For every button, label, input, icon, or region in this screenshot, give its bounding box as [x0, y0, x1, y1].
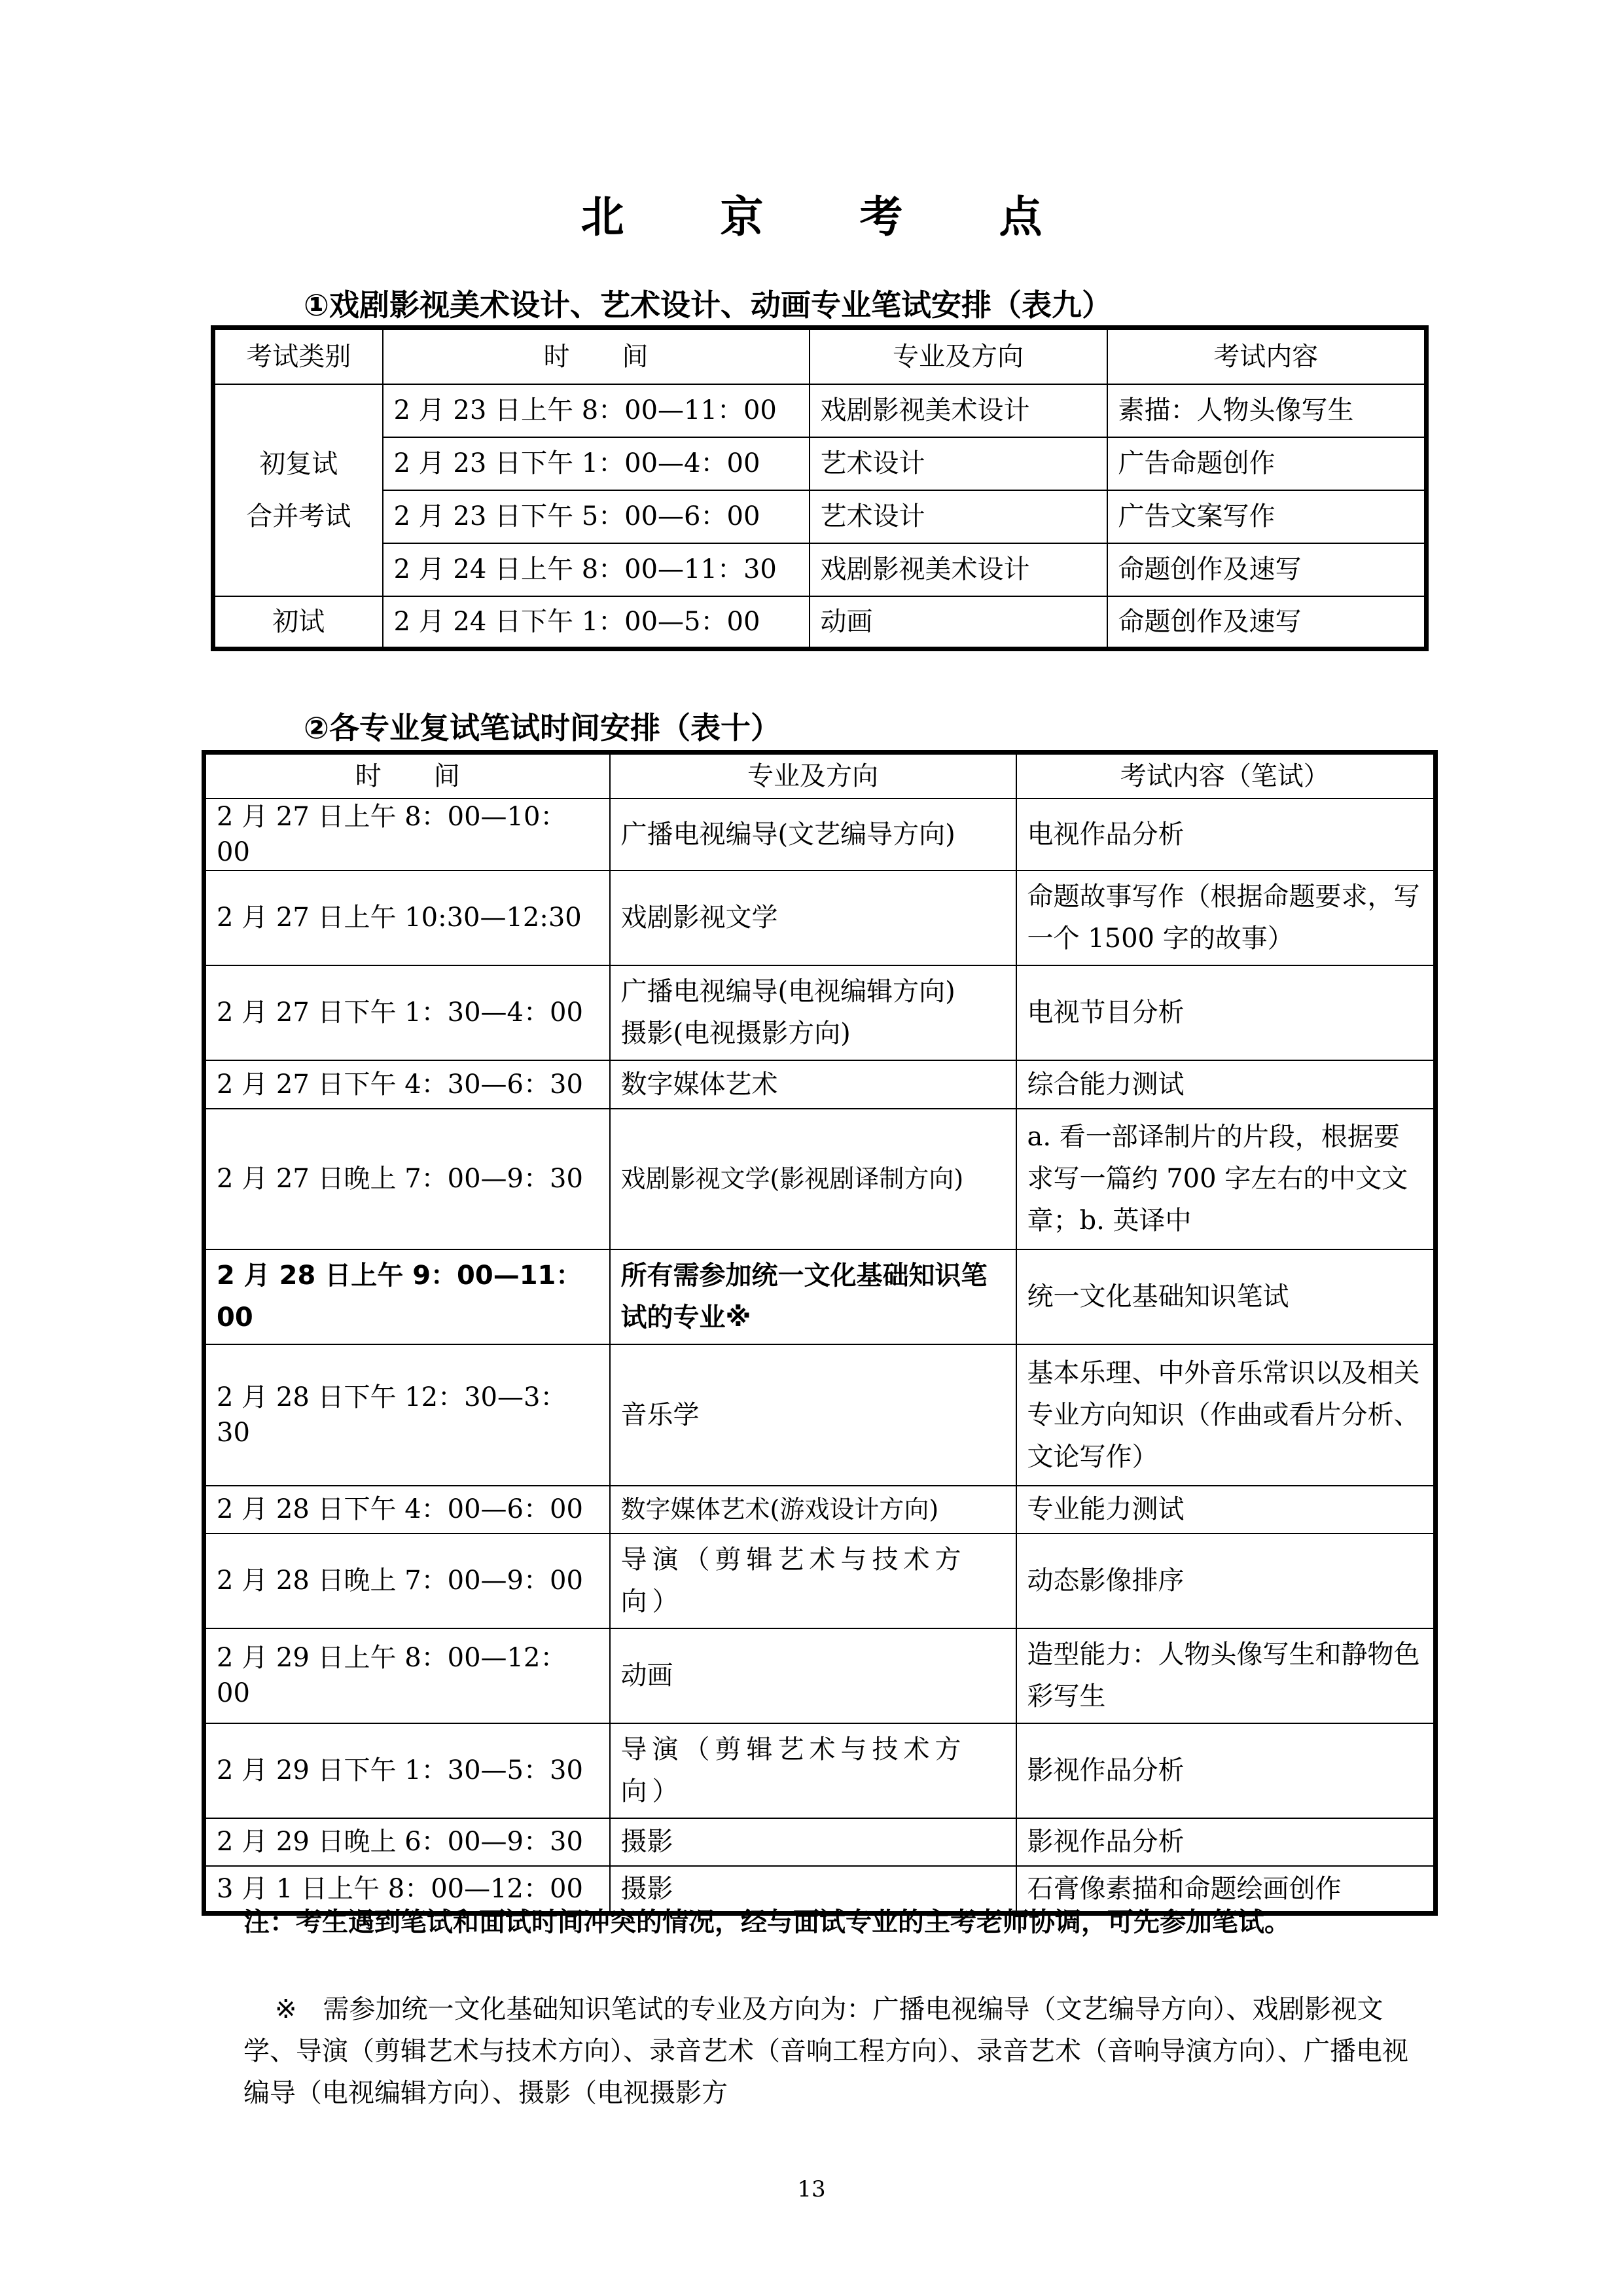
table9-header-row [213, 328, 1427, 384]
table10-content: 统一文化基础知识笔试 [1016, 1249, 1436, 1344]
table10-content: 造型能力：人物头像写生和静物色彩写生 [1016, 1628, 1436, 1723]
table-row [204, 798, 1436, 870]
table10-time: 2 月 29 日下午 1：30—5：30 [204, 1723, 610, 1818]
table10-major: 摄影 [610, 1866, 1016, 1914]
table10-header-major: 专业及方向 [610, 753, 1016, 798]
note-conflict: 注：考生遇到笔试和面试时间冲突的情况，经与面试专业的主考老师协调，可先参加笔试。 [243, 1907, 1291, 1937]
table9-header-major: 专业及方向 [810, 328, 1107, 384]
table10-time: 2 月 29 日晚上 6：00—9：30 [204, 1818, 610, 1866]
table9-time: 2 月 23 日下午 5：00—6：00 [383, 490, 810, 543]
table10-major: 音乐学 [610, 1344, 1016, 1486]
table10-time: 2 月 28 日下午 12：30—3：30 [204, 1344, 610, 1486]
table-row [204, 1818, 1436, 1866]
table-row [204, 1109, 1436, 1249]
table-row [213, 596, 1427, 649]
table-row [204, 1249, 1436, 1344]
table10-content: 电视节目分析 [1016, 965, 1436, 1060]
table10-major: 广播电视编导(电视编辑方向) 摄影(电视摄影方向) [610, 965, 1016, 1060]
table9-header-time: 时 间 [383, 328, 810, 384]
page-number: 13 [797, 2176, 826, 2202]
table-row [213, 490, 1427, 543]
table9-header-category: 考试类别 [213, 328, 383, 384]
table10-content: 影视作品分析 [1016, 1723, 1436, 1818]
table10-major: 动画 [610, 1628, 1016, 1723]
table-row [213, 543, 1427, 596]
table10-major: 戏剧影视文学(影视剧译制方向) [610, 1109, 1016, 1249]
table-row [204, 1344, 1436, 1486]
table10-time: 2 月 27 日上午 10:30—12:30 [204, 870, 610, 965]
table10-major: 戏剧影视文学 [610, 870, 1016, 965]
table9-time: 2 月 23 日下午 1：00—4：00 [383, 437, 810, 490]
table9-time: 2 月 24 日上午 8：00—11：30 [383, 543, 810, 596]
table10-major: 数字媒体艺术 [610, 1060, 1016, 1109]
table10-content: 综合能力测试 [1016, 1060, 1436, 1109]
table9-content: 素描：人物头像写生 [1107, 384, 1427, 437]
table10-major: 数字媒体艺术(游戏设计方向) [610, 1486, 1016, 1534]
table9 [211, 325, 1429, 651]
table10-header-content: 考试内容（笔试） [1016, 753, 1436, 798]
table10-content: 电视作品分析 [1016, 798, 1436, 870]
table10-time: 2 月 27 日晚上 7：00—9：30 [204, 1109, 610, 1249]
table9-title: ①戏剧影视美术设计、艺术设计、动画专业笔试安排（表九） [304, 287, 1112, 323]
table10-major: 所有需参加统一文化基础知识笔试的专业※ [610, 1249, 1016, 1344]
table10-header-time: 时 间 [204, 753, 610, 798]
table9-content: 广告命题创作 [1107, 437, 1427, 490]
table9-category-a: 初复试 合并考试 [213, 384, 383, 596]
table10-content: 石膏像素描和命题绘画创作 [1016, 1866, 1436, 1914]
table9-major: 戏剧影视美术设计 [810, 384, 1107, 437]
table10 [202, 750, 1438, 1916]
table10-time: 2 月 27 日上午 8：00—10：00 [204, 798, 610, 870]
table10-major: 导演（剪辑艺术与技术方向） [610, 1723, 1016, 1818]
table-row [204, 1486, 1436, 1534]
table10-major: 导演（剪辑艺术与技术方向） [610, 1534, 1016, 1628]
table-row [204, 870, 1436, 965]
table10-title: ②各专业复试笔试时间安排（表十） [304, 710, 781, 745]
table-row [213, 384, 1427, 437]
table9-major: 艺术设计 [810, 490, 1107, 543]
table10-content: 基本乐理、中外音乐常识以及相关专业方向知识（作曲或看片分析、文论写作） [1016, 1344, 1436, 1486]
table9-category-b: 初试 [213, 596, 383, 649]
table10-content: 专业能力测试 [1016, 1486, 1436, 1534]
table10-header-row [204, 753, 1436, 798]
table9-major: 动画 [810, 596, 1107, 649]
table9-major: 戏剧影视美术设计 [810, 543, 1107, 596]
table10-time: 2 月 28 日下午 4：00—6：00 [204, 1486, 610, 1534]
table-row [204, 1628, 1436, 1723]
table10-time: 2 月 28 日上午 9：00—11：00 [204, 1249, 610, 1344]
table10-time: 3 月 1 日上午 8：00—12：00 [204, 1866, 610, 1914]
table10-major: 摄影 [610, 1818, 1016, 1866]
table9-major: 艺术设计 [810, 437, 1107, 490]
table10-major: 广播电视编导(文艺编导方向) [610, 798, 1016, 870]
table10-time: 2 月 29 日上午 8：00—12：00 [204, 1628, 610, 1723]
table9-content: 命题创作及速写 [1107, 543, 1427, 596]
table9-header-content: 考试内容 [1107, 328, 1427, 384]
table10-time: 2 月 27 日下午 1：30—4：00 [204, 965, 610, 1060]
table-row [204, 1534, 1436, 1628]
table9-content: 广告文案写作 [1107, 490, 1427, 543]
note-culture-exam: ※ 需参加统一文化基础知识笔试的专业及方向为：广播电视编导（文艺编导方向）、戏剧影视文学、导演（剪辑艺术与技术方向）、录音艺术（音响工程方向）、录音艺术（音响导演方向）、广播电视编导（电视编辑方向）、摄影（电视摄影方 [243, 1994, 1408, 2108]
table10-time: 2 月 28 日晚上 7：00—9：00 [204, 1534, 610, 1628]
table10-content: a. 看一部译制片的片段，根据要求写一篇约 700 字左右的中文文章；b. 英译中 [1016, 1109, 1436, 1249]
table9-content: 命题创作及速写 [1107, 596, 1427, 649]
table9-time: 2 月 24 日下午 1：00—5：00 [383, 596, 810, 649]
table9-time: 2 月 23 日上午 8：00—11：00 [383, 384, 810, 437]
table-row [213, 437, 1427, 490]
table-row [204, 1723, 1436, 1818]
table10-content: 命题故事写作（根据命题要求，写一个 1500 字的故事） [1016, 870, 1436, 965]
table10-content: 影视作品分析 [1016, 1818, 1436, 1866]
page-title: 北 京 考 点 [580, 192, 1083, 242]
table-row [204, 965, 1436, 1060]
table10-content: 动态影像排序 [1016, 1534, 1436, 1628]
table-row [204, 1060, 1436, 1109]
table10-time: 2 月 27 日下午 4：30—6：30 [204, 1060, 610, 1109]
